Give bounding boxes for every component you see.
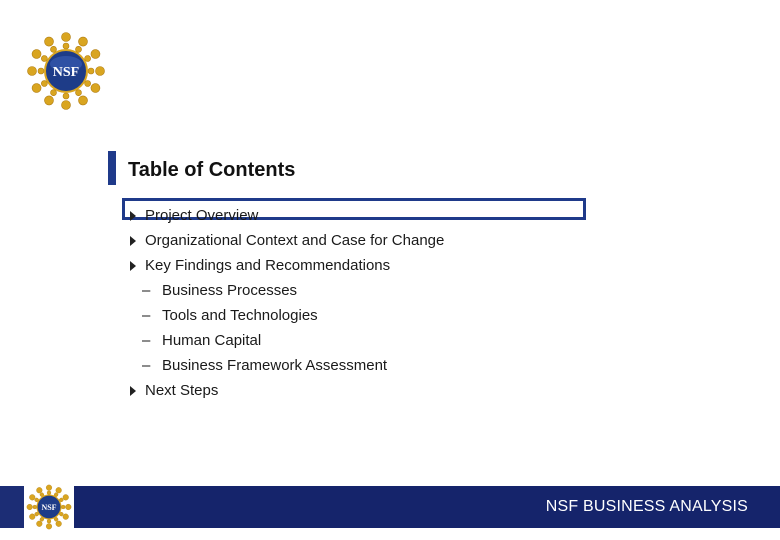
footer-logo-container [24,482,74,532]
dash-marker: – [142,281,151,299]
title-accent-bar [108,151,116,185]
dash-marker: – [142,306,151,324]
bullet-arrow-icon [130,386,136,396]
nsf-footer-logo-icon [24,482,74,532]
toc-item-key-findings[interactable]: Key Findings and Recommendations [130,253,444,278]
toc-item-project-overview[interactable]: Project Overview [130,203,444,228]
toc-item-organizational-context[interactable]: Organizational Context and Case for Change [130,228,444,253]
footer-bar [0,486,780,528]
toc-subitem-business-framework[interactable]: – Business Framework Assessment [130,353,444,378]
svg-text:NSF: NSF [52,65,80,80]
bullet-arrow-icon [130,261,136,271]
toc-subitem-human-capital[interactable]: – Human Capital [130,328,444,353]
svg-text:NSF: NSF [41,502,57,512]
dash-marker: – [142,356,151,374]
toc-subitem-business-processes[interactable]: – Business Processes [130,278,444,303]
nsf-logo-icon [22,28,110,114]
dash-marker: – [142,331,151,349]
page-title: Table of Contents [128,159,296,181]
toc-item-next-steps[interactable]: Next Steps [130,378,444,403]
bullet-arrow-icon [130,211,136,221]
footer-title: NSF BUSINESS ANALYSIS [545,498,748,515]
table-of-contents [130,203,444,403]
toc-subitem-tools-technologies[interactable]: – Tools and Technologies [130,303,444,328]
bullet-arrow-icon [130,236,136,246]
